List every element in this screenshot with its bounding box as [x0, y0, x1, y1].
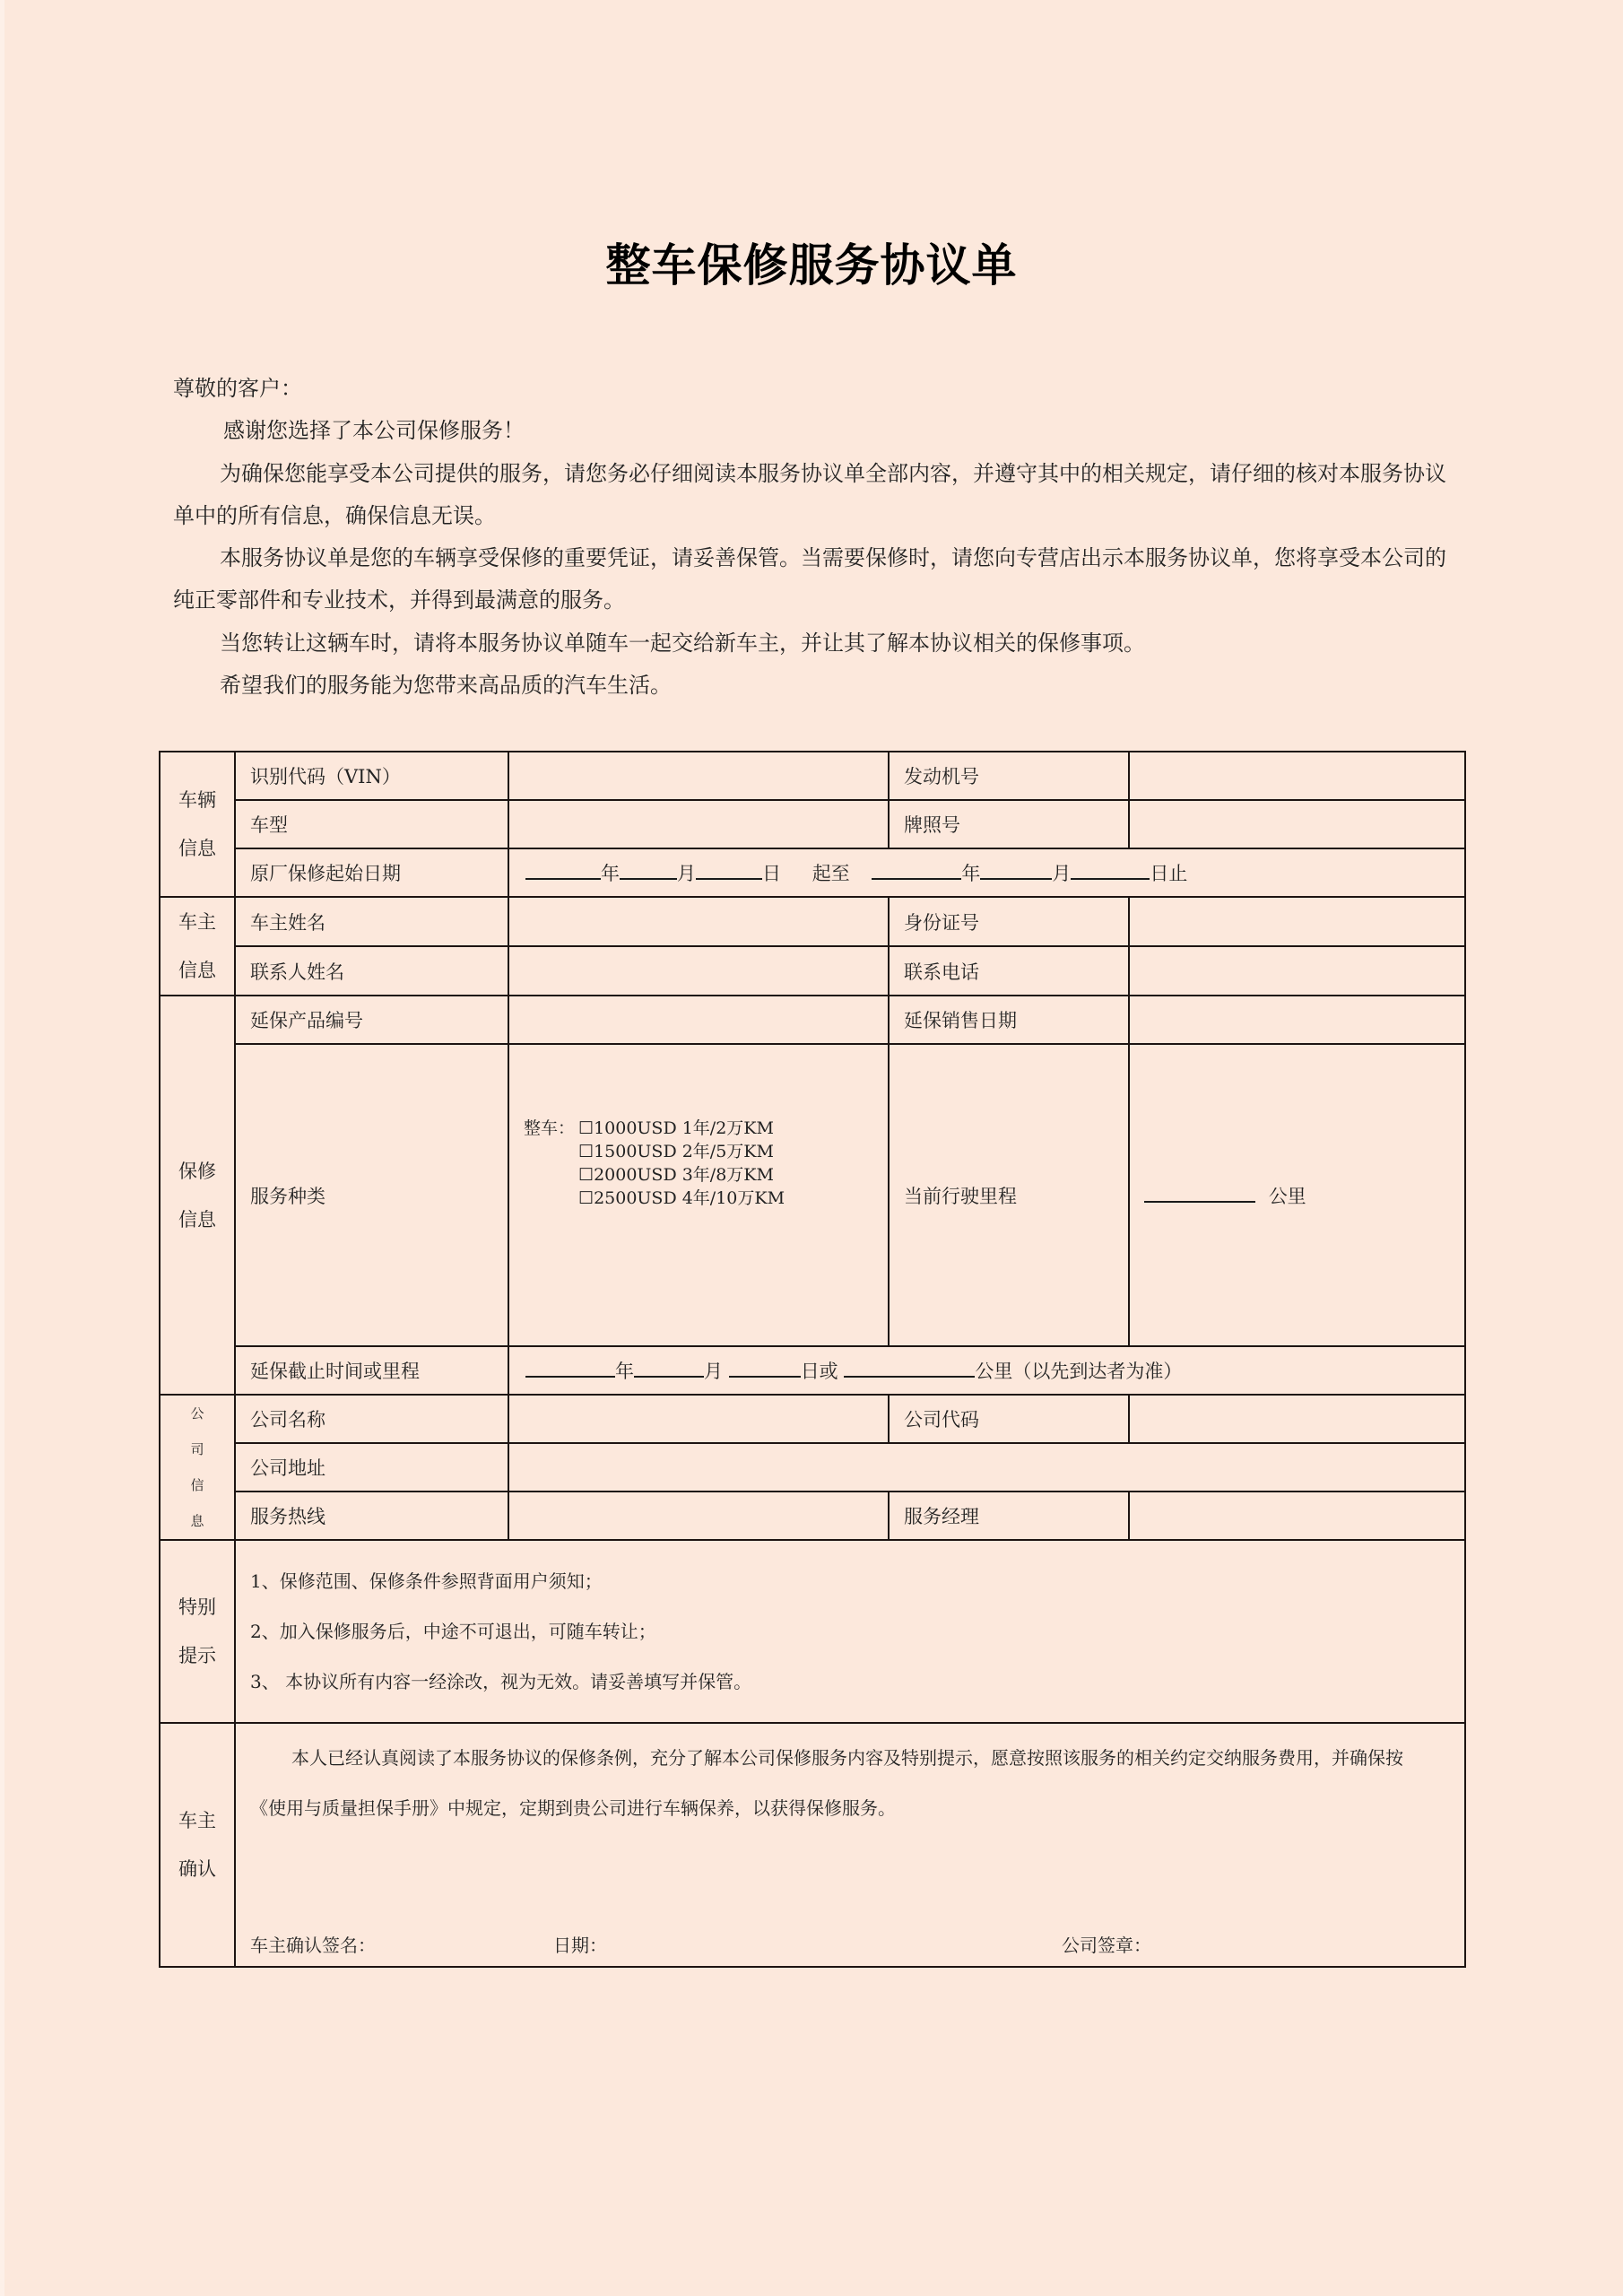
service-type-label: 服务种类 — [235, 1044, 508, 1346]
start-month-field[interactable] — [620, 862, 677, 880]
intro-paragraph-2: 本服务协议单是您的车辆享受保修的重要凭证，请妥善保管。当需要保修时，请您向专营店出示本服务协议单，您将享受本公司的纯正零部件和专业技术，并得到最满意的服务。 — [173, 545, 1446, 613]
intro-section — [173, 368, 1464, 707]
id-number-field[interactable] — [1129, 897, 1465, 946]
service-manager-label: 服务经理 — [889, 1492, 1129, 1540]
agreement-form-table — [159, 751, 1466, 1968]
checkbox-icon[interactable]: ☐ — [578, 1118, 595, 1138]
owner-name-field[interactable] — [508, 897, 889, 946]
service-option[interactable] — [578, 1140, 785, 1163]
warranty-start-date-range — [508, 848, 1465, 897]
expiry-year-field[interactable] — [525, 1360, 615, 1378]
group-label-line: 车主 — [178, 911, 216, 933]
company-name-label: 公司名称 — [235, 1395, 508, 1443]
group-label-line: 保修 — [178, 1160, 216, 1182]
model-label: 车型 — [235, 800, 508, 848]
from-to-text: 起至 — [812, 863, 850, 884]
expiry-month-field[interactable] — [634, 1360, 704, 1378]
greeting: 尊敬的客户： — [173, 376, 302, 401]
table-row — [160, 800, 1465, 848]
day-or-text: 日或 — [800, 1361, 838, 1382]
sale-date-field[interactable] — [1129, 996, 1465, 1044]
service-option[interactable] — [578, 1117, 785, 1140]
mileage-cell — [1129, 1044, 1465, 1346]
contact-name-label: 联系人姓名 — [235, 946, 508, 996]
expiry-day-field[interactable] — [729, 1360, 801, 1378]
end-year-field[interactable] — [872, 862, 961, 880]
company-code-label: 公司代码 — [889, 1395, 1129, 1443]
special-notes-group-label — [160, 1540, 235, 1723]
table-row — [160, 897, 1465, 946]
service-manager-field[interactable] — [1129, 1492, 1465, 1540]
service-option[interactable] — [578, 1163, 785, 1187]
km-first-reached-text: 公里（以先到达者为准） — [975, 1361, 1183, 1382]
page-edge — [0, 0, 4, 2296]
group-label-line: 信息 — [178, 1208, 216, 1231]
start-year-field[interactable] — [525, 862, 601, 880]
expiry-km-field[interactable] — [844, 1360, 975, 1378]
company-address-field[interactable] — [508, 1443, 1465, 1492]
owner-name-label: 车主姓名 — [235, 897, 508, 946]
special-notes-list — [235, 1540, 1465, 1723]
vin-label: 识别代码（VIN） — [235, 752, 508, 800]
owner-confirm-cell — [235, 1723, 1465, 1967]
phone-field[interactable] — [1129, 946, 1465, 996]
thanks-line: 感谢您选择了本公司保修服务！ — [223, 418, 525, 444]
mileage-field[interactable] — [1144, 1185, 1255, 1203]
service-prefix: 整车： — [524, 1118, 576, 1138]
company-address-label: 公司地址 — [235, 1443, 508, 1492]
page-title: 整车保修服务协议单 — [605, 239, 1018, 291]
sale-date-label: 延保销售日期 — [889, 996, 1129, 1044]
owner-info-group-label — [160, 897, 235, 996]
plate-number-label: 牌照号 — [889, 800, 1129, 848]
plate-number-field[interactable] — [1129, 800, 1465, 848]
group-label-line: 确认 — [178, 1858, 216, 1880]
table-row — [160, 1346, 1465, 1395]
table-row — [160, 1044, 1465, 1346]
checkbox-icon[interactable]: ☐ — [578, 1142, 595, 1161]
company-code-field[interactable] — [1129, 1395, 1465, 1443]
table-row — [160, 996, 1465, 1044]
company-stamp-label: 公司签章： — [1062, 1935, 1151, 1956]
checkbox-icon[interactable]: ☐ — [578, 1188, 595, 1208]
service-option-label: 1500USD 2年/5万KM — [594, 1142, 774, 1161]
mileage-unit: 公里 — [1268, 1185, 1306, 1207]
month-text: 月 — [677, 863, 696, 884]
note-item: 2、加入保修服务后，中途不可退出，可随车转让； — [250, 1621, 656, 1642]
hotline-label: 服务热线 — [235, 1492, 508, 1540]
intro-paragraph-1: 为确保您能享受本公司提供的服务，请您务必仔细阅读本服务协议单全部内容，并遵守其中的相关规定，请仔细的核对本服务协议单中的所有信息，确保信息无误。 — [173, 460, 1446, 528]
owner-signature-label: 车主确认签名： — [250, 1935, 376, 1956]
day-end-text: 日止 — [1150, 863, 1188, 884]
service-type-options — [508, 1044, 889, 1346]
start-day-field[interactable] — [696, 862, 762, 880]
hotline-field[interactable] — [508, 1492, 889, 1540]
model-field[interactable] — [508, 800, 889, 848]
end-month-field[interactable] — [980, 862, 1052, 880]
table-row — [160, 1492, 1465, 1540]
date-label: 日期： — [553, 1935, 607, 1956]
product-number-field[interactable] — [508, 996, 889, 1044]
year-text: 年 — [601, 863, 620, 884]
month-text: 月 — [1052, 863, 1072, 884]
year-text: 年 — [961, 863, 981, 884]
table-row — [160, 946, 1465, 996]
note-item: 1、保修范围、保修条件参照背面用户须知； — [250, 1570, 603, 1592]
table-row — [160, 848, 1465, 897]
warranty-info-group-label — [160, 996, 235, 1395]
table-row — [160, 752, 1465, 800]
vin-field[interactable] — [508, 752, 889, 800]
contact-name-field[interactable] — [508, 946, 889, 996]
vehicle-info-group-label — [160, 752, 235, 897]
engine-number-field[interactable] — [1129, 752, 1465, 800]
group-label-line: 车辆 — [178, 789, 216, 811]
group-label-line: 特别 — [178, 1596, 216, 1618]
service-option-label: 2000USD 3年/8万KM — [594, 1165, 774, 1185]
engine-number-label: 发动机号 — [889, 752, 1129, 800]
group-label-line: 信息 — [178, 838, 216, 859]
confirm-statement — [250, 1733, 1437, 1833]
group-label-line: 信息 — [178, 960, 216, 981]
table-row — [160, 1443, 1465, 1492]
product-number-label: 延保产品编号 — [235, 996, 508, 1044]
company-info-group-label — [160, 1395, 235, 1540]
note-item: 3、 本协议所有内容一经涂改，视为无效。请妥善填写并保管。 — [250, 1671, 752, 1692]
company-name-field[interactable] — [508, 1395, 889, 1443]
end-day-field[interactable] — [1071, 862, 1150, 880]
expiry-label: 延保截止时间或里程 — [235, 1346, 508, 1395]
group-label-char: 公 — [190, 1405, 204, 1422]
mileage-label: 当前行驶里程 — [889, 1044, 1129, 1346]
checkbox-icon[interactable]: ☐ — [578, 1165, 595, 1185]
group-label-char: 信 — [190, 1477, 204, 1493]
group-label-char: 司 — [190, 1441, 204, 1457]
month-text: 月 — [704, 1361, 723, 1382]
confirm-statement-text: 本人已经认真阅读了本服务协议的保修条例，充分了解本公司保修服务内容及特别提示，愿意按照该服务的相关约定交纳服务费用，并确保按《使用与质量担保手册》中规定，定期到贵公司进行车辆保养，以获得保修服务。 — [250, 1747, 1403, 1819]
day-text: 日 — [762, 863, 781, 884]
service-option[interactable] — [578, 1187, 785, 1210]
table-row — [160, 1395, 1465, 1443]
service-option-label: 2500USD 4年/10万KM — [594, 1188, 785, 1208]
year-text: 年 — [615, 1361, 634, 1382]
intro-paragraph-4: 希望我们的服务能为您带来高品质的汽车生活。 — [220, 673, 672, 699]
group-label-char: 息 — [190, 1513, 204, 1529]
id-number-label: 身份证号 — [889, 897, 1129, 946]
group-label-line: 提示 — [178, 1645, 216, 1666]
service-option-label: 1000USD 1年/2万KM — [594, 1118, 774, 1138]
group-label-line: 车主 — [178, 1810, 216, 1831]
warranty-start-label: 原厂保修起始日期 — [235, 848, 508, 897]
table-row — [160, 1540, 1465, 1723]
service-option-list — [578, 1117, 785, 1210]
intro-paragraph-3: 当您转让这辆车时，请将本服务协议单随车一起交给新车主，并让其了解本协议相关的保修事项。 — [220, 630, 1145, 656]
expiry-cell — [508, 1346, 1465, 1395]
owner-confirm-group-label — [160, 1723, 235, 1967]
phone-label: 联系电话 — [889, 946, 1129, 996]
table-row — [160, 1723, 1465, 1967]
